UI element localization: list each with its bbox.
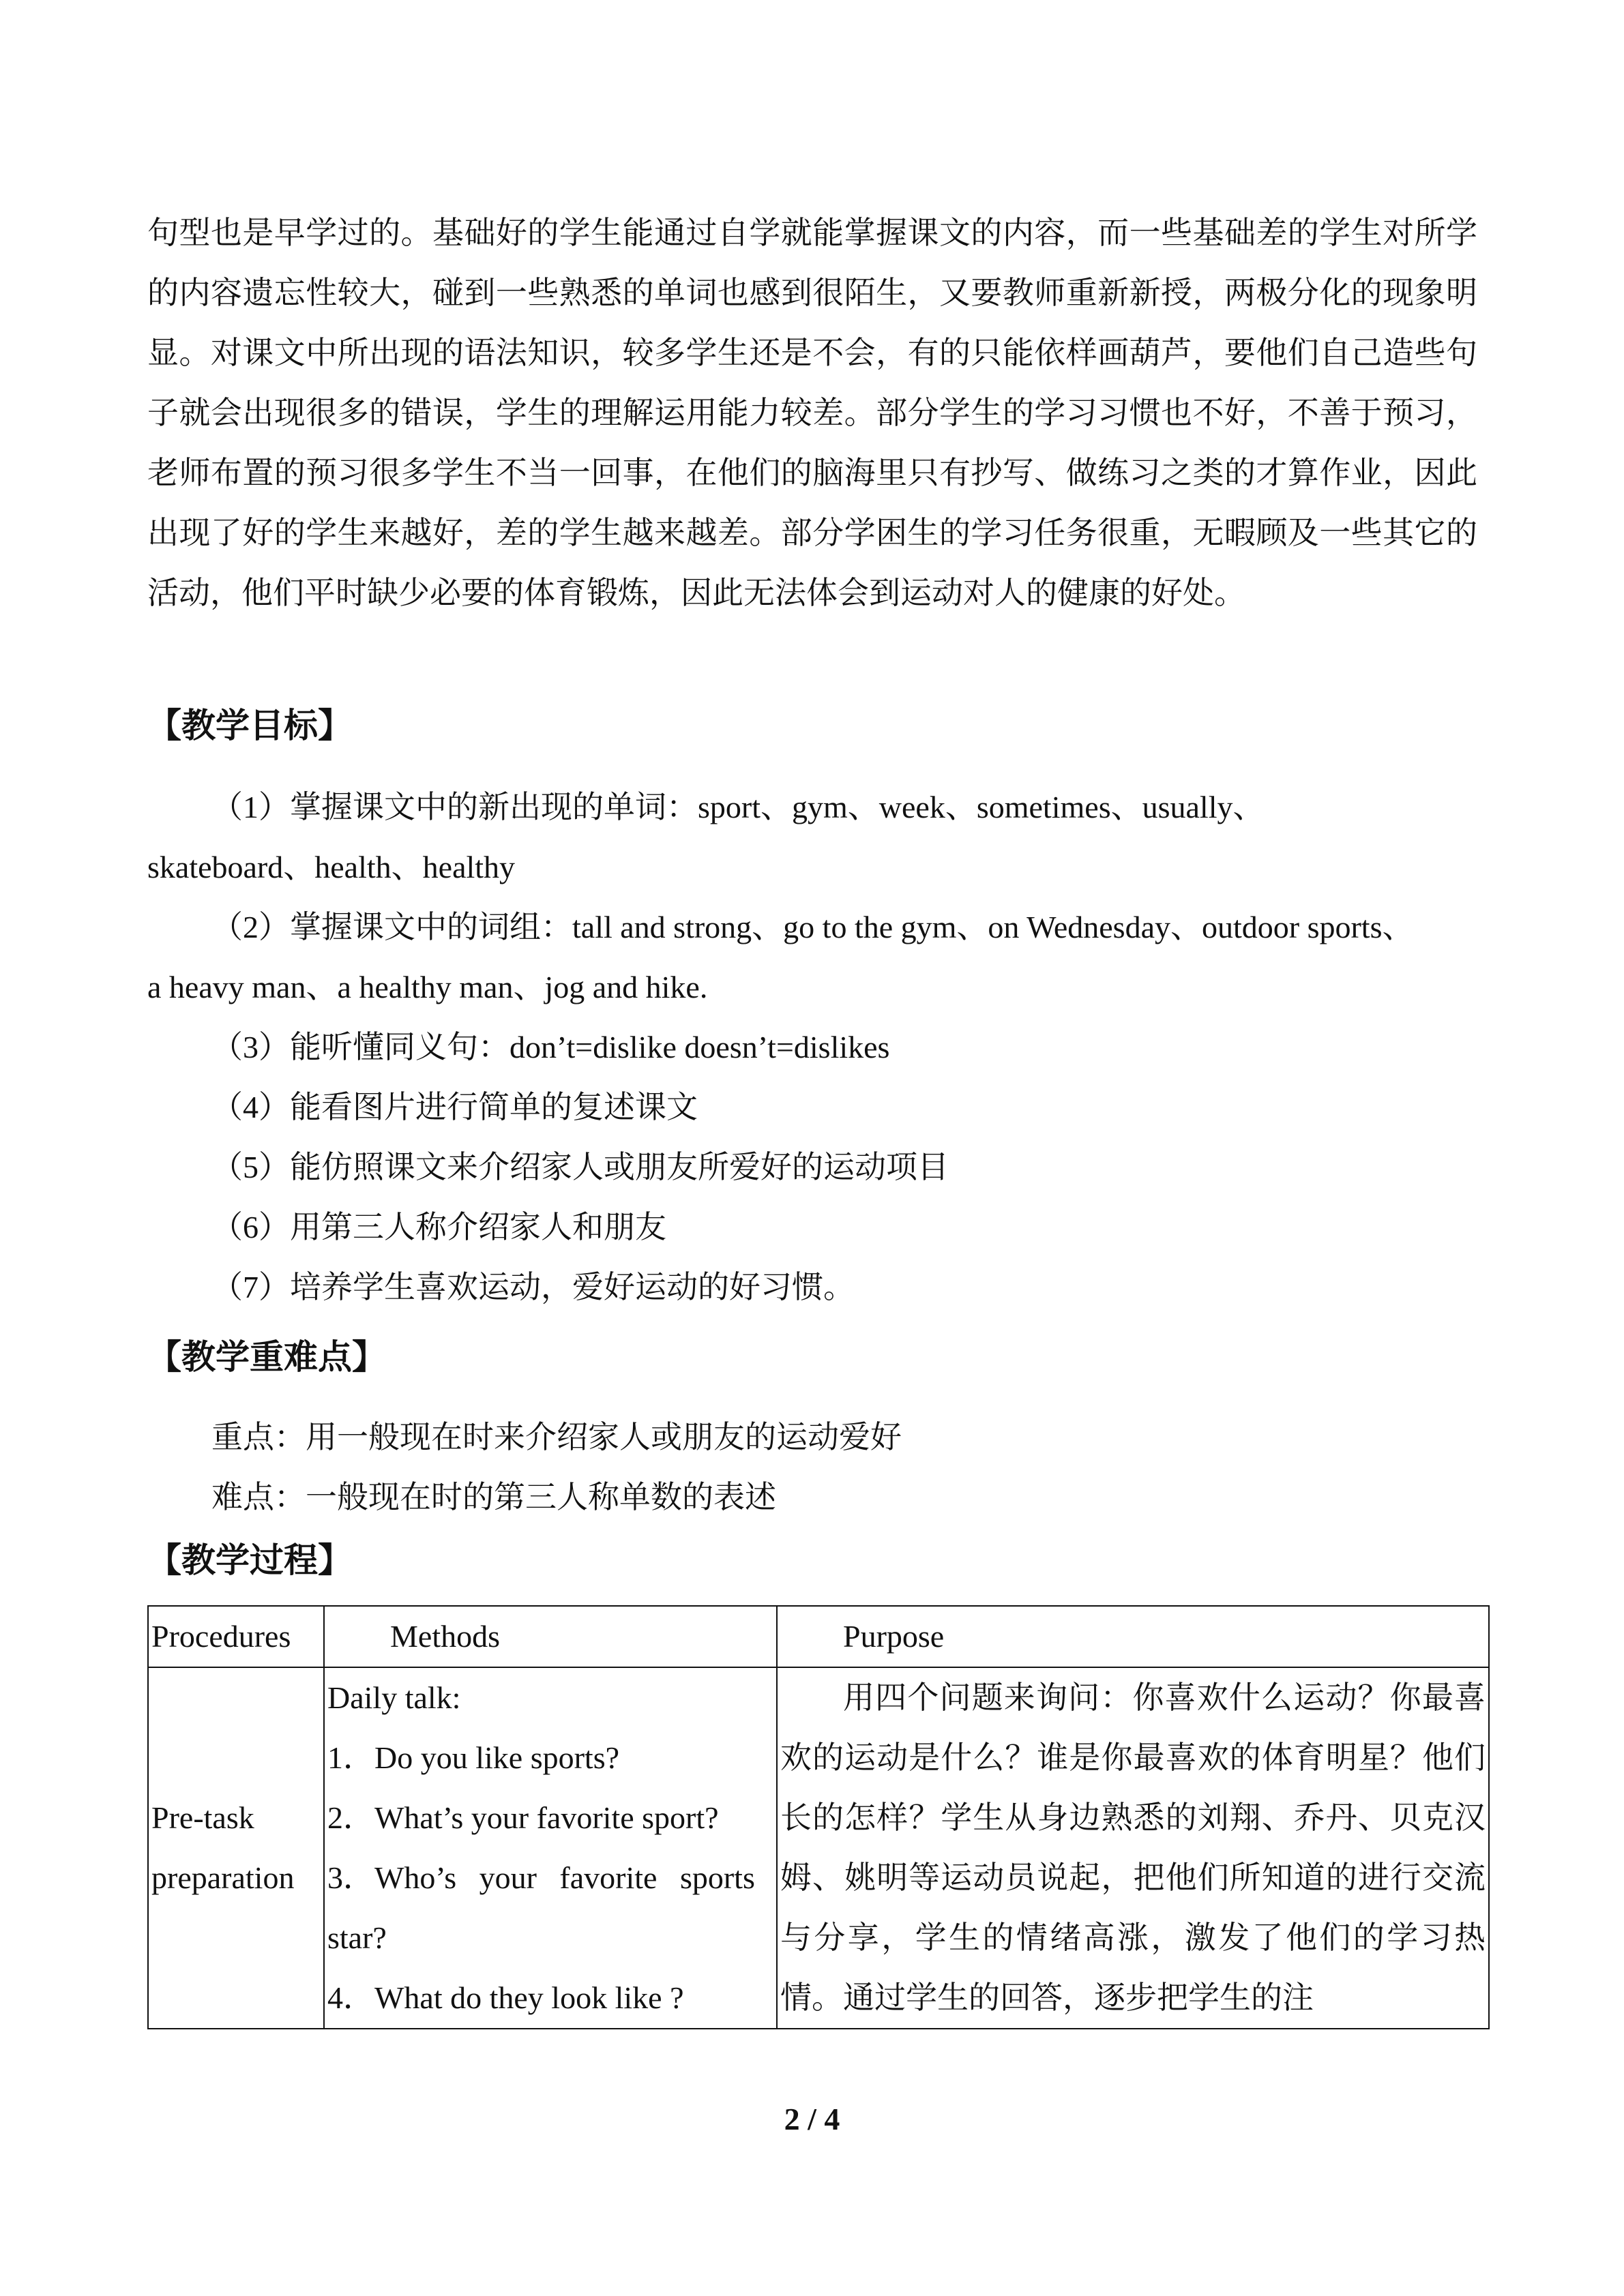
objective-4: （4）能看图片进行简单的复述课文 [211, 1090, 698, 1124]
table-header-row [148, 1606, 1489, 1667]
purpose-cell [777, 1667, 1489, 2029]
method-line: 4．What do they look like ? [327, 1980, 684, 2015]
page-number: 2 / 4 [784, 2102, 840, 2136]
teaching-process-table [147, 1605, 1490, 2029]
method-line: 3．Who’s your favorite sports [327, 1860, 755, 1895]
objective-2-line-1: （2）掌握课文中的词组：tall and strong、go to the gym、on Wednesday、outdoor sports、 [211, 910, 1414, 944]
purpose-text: 用四个问题来询问：你喜欢什么运动？你最喜欢的运动是什么？谁是你最喜欢的体育明星？他们长的怎样？学生从身边熟悉的刘翔、乔丹、贝克汉姆、姚明等运动员说起，把他们所知道的进行交流与分享，学生的情绪高涨，激发了他们的学习热情。通过学生的回答，逐步把学生的注 [780, 1680, 1486, 2015]
header-purpose: Purpose [777, 1606, 1489, 1667]
objective-3: （3）能听懂同义句：don’t=dislike doesn’t=dislikes [211, 1030, 890, 1064]
method-line: 1．Do you like sports? [327, 1740, 620, 1775]
objective-2-line-2: a heavy man、a healthy man、jog and hike. [147, 970, 708, 1004]
method-line: Daily talk: [327, 1680, 461, 1715]
method-line: star? [327, 1920, 387, 1955]
objective-1-line-1: （1）掌握课文中的新出现的单词：sport、gym、week、sometimes、usually、 [211, 790, 1265, 824]
process-heading: 【教学过程】 [147, 1540, 352, 1580]
procedure-name-line-1: Pre-task [151, 1800, 254, 1835]
procedure-name-line-2: preparation [151, 1860, 295, 1895]
key-point-focus: 重点：用一般现在时来介绍家人或朋友的运动爱好 [211, 1420, 902, 1455]
objective-6: （6）用第三人称介绍家人和朋友 [211, 1210, 666, 1244]
objective-1-line-2: skateboard、health、healthy [147, 850, 516, 884]
header-procedures: Procedures [148, 1606, 324, 1667]
method-line: 2．What’s your favorite sport? [327, 1800, 719, 1835]
table-row [148, 1667, 1489, 2029]
objective-5: （5）能仿照课文来介绍家人或朋友所爱好的运动项目 [211, 1150, 949, 1184]
intro-paragraph: 句型也是早学过的。基础好的学生能通过自学就能掌握课文的内容，而一些基础差的学生对所学的内容遗忘性较大，碰到一些熟悉的单词也感到很陌生，又要教师重新新授，两极分化的现象明显。对课文中所出现的语法知识，较多学生还是不会，有的只能依样画葫芦，要他们自己造些句子就会出现很多的错误，学生的理解运用能力较差。部分学生的学习习惯也不好，不善于预习，老师布置的预习很多学生不当一回事，在他们的脑海里只有抄写、做练习之类的才算作业，因此出现了好的学生来越好，差的学生越来越差。部分学困生的学习任务很重，无暇顾及一些其它的活动，他们平时缺少必要的体育锻炼，因此无法体会到运动对人的健康的好处。 [147, 215, 1477, 610]
key-points-heading: 【教学重难点】 [147, 1337, 386, 1377]
objectives-heading: 【教学目标】 [147, 706, 352, 745]
methods-cell [324, 1667, 777, 2029]
key-point-difficulty: 难点：一般现在时的第三人称单数的表述 [211, 1480, 776, 1515]
header-methods: Methods [324, 1606, 777, 1667]
procedure-cell [148, 1667, 324, 2029]
objective-7: （7）培养学生喜欢运动，爱好运动的好习惯。 [211, 1270, 855, 1304]
